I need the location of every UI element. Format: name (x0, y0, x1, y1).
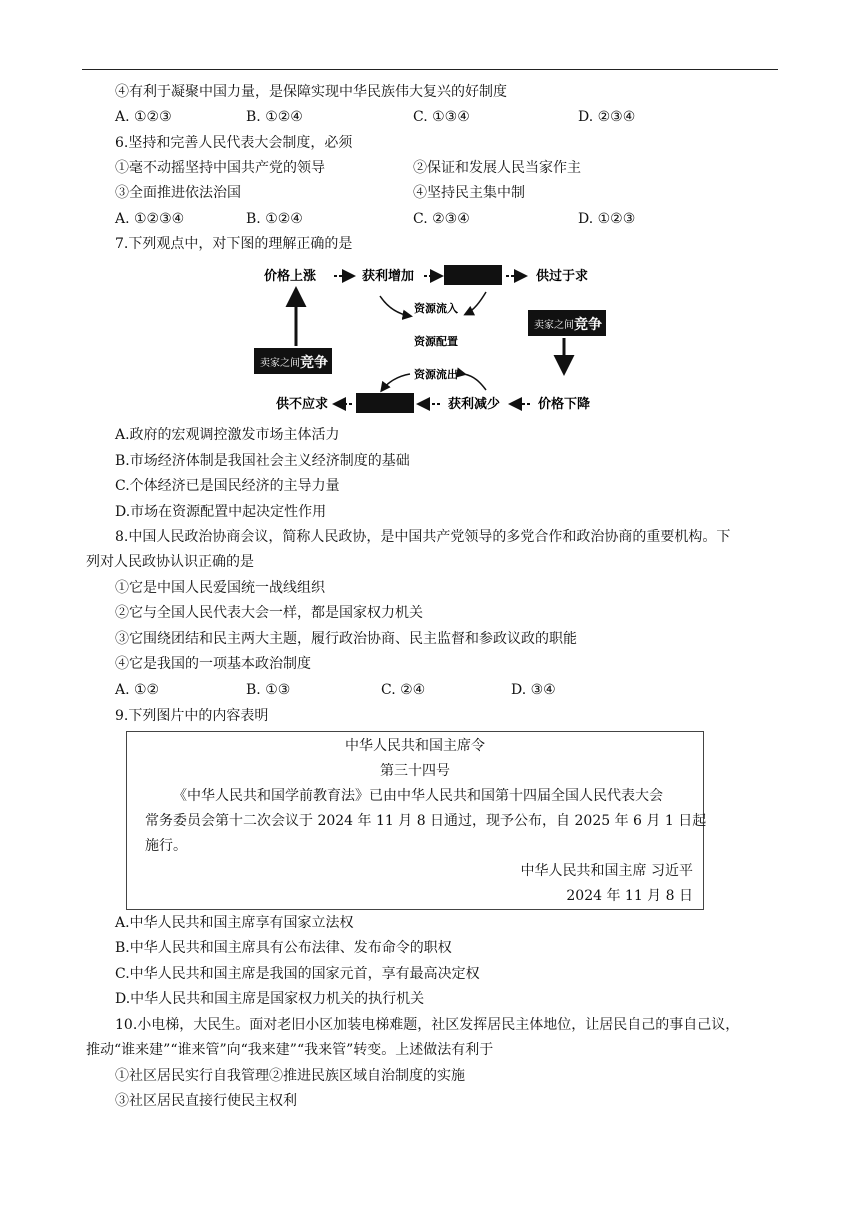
right-competition-prefix: 卖家之间 (534, 320, 574, 331)
q9-option-c: C.中华人民共和国主席是我国的国家元首，享有最高决定权 (115, 966, 480, 982)
q8-item-1: ①它是中国人民爱国统一战线组织 (115, 580, 325, 596)
arrow (380, 296, 410, 316)
q5-option-a: A. ①②③ (115, 109, 172, 125)
profit-down-label: 获利减少 (448, 397, 501, 412)
q9-option-b: B.中华人民共和国主席具有公布法律、发布命令的职权 (115, 940, 452, 956)
q8-option-a: A. ①② (115, 682, 160, 698)
market-mechanism-diagram (248, 258, 616, 420)
q9-option-d: D.中华人民共和国主席是国家权力机关的执行机关 (115, 991, 425, 1007)
q5-option-d: D. ②③④ (578, 109, 636, 125)
q9-stem: 9.下列图片中的内容表明 (115, 708, 269, 724)
blacked-out-box (356, 393, 414, 413)
order-signer: 中华人民共和国主席 习近平 (520, 863, 693, 879)
q8-option-b: B. ①③ (246, 682, 291, 698)
supply-exceeds-label: 供过于求 (536, 269, 589, 284)
q8-stem-line-1: 8.中国人民政治协商会议，简称人民政协，是中国共产党领导的多党合作和政治协商的重要机构。下 (115, 529, 731, 545)
q8-item-2: ②它与全国人民代表大会一样，都是国家权力机关 (115, 605, 423, 621)
q10-stem-line-2: 推动“谁来建”“谁来管”向“我来建”“我来管”转变。上述做法有利于 (86, 1042, 494, 1058)
q7-option-a: A.政府的宏观调控激发市场主体活力 (115, 427, 340, 443)
q5-item-4: ④有利于凝聚中国力量，是保障实现中华民族伟大复兴的好制度 (115, 84, 507, 100)
order-date: 2024 年 11 月 8 日 (566, 888, 693, 904)
q8-item-3: ③它围绕团结和民主两大主题，履行政治协商、民主监督和参政议政的职能 (115, 631, 577, 647)
q9-option-a: A.中华人民共和国主席享有国家立法权 (115, 915, 354, 931)
q7-option-c: C.个体经济已是国民经济的主导力量 (115, 478, 340, 494)
q8-option-d: D. ③④ (511, 682, 556, 698)
presidential-order-box (126, 731, 707, 910)
left-competition-word: 竞争 (300, 355, 328, 371)
q6-item-2: ②保证和发展人民当家作主 (413, 160, 581, 176)
q6-item-3: ③全面推进依法治国 (115, 185, 241, 201)
q5-option-c: C. ①③④ (413, 109, 470, 125)
q10-item-1: ①社区居民实行自我管理②推进民族区域自治制度的实施 (115, 1068, 465, 1084)
order-number: 第三十四号 (380, 763, 450, 779)
q8-stem-line-2: 列对人民政协认识正确的是 (86, 554, 254, 570)
q6-stem: 6.坚持和完善人民代表大会制度，必须 (115, 135, 353, 151)
right-competition-word: 竞争 (574, 317, 602, 333)
left-competition-prefix: 卖家之间 (260, 358, 300, 369)
order-body-line-2: 常务委员会第十二次会议于 2024 年 11 月 8 日通过，现予公布，自 2025 年 6 月 1 日起 (145, 813, 707, 829)
q6-item-4: ④坚持民主集中制 (413, 185, 525, 201)
q10-item-3: ③社区居民直接行使民主权利 (115, 1093, 297, 1109)
order-body-line-3: 施行。 (145, 838, 187, 854)
q7-stem: 7.下列观点中，对下图的理解正确的是 (115, 236, 353, 252)
resource-out-label: 资源流出 (414, 368, 458, 381)
q6-option-b: B. ①②④ (246, 211, 303, 227)
q7-option-d: D.市场在资源配置中起决定性作用 (115, 504, 327, 520)
q6-item-1: ①毫不动摇坚持中国共产党的领导 (115, 160, 325, 176)
order-body-line-1: 《中华人民共和国学前教育法》已由中华人民共和国第十四届全国人民代表大会 (173, 788, 663, 804)
q7-option-b: B.市场经济体制是我国社会主义经济制度的基础 (115, 453, 410, 469)
q6-option-c: C. ②③④ (413, 211, 470, 227)
q6-option-d: D. ①②③ (578, 211, 636, 227)
order-title: 中华人民共和国主席令 (345, 738, 485, 754)
resource-in-label: 资源流入 (414, 302, 458, 315)
q8-option-c: C. ②④ (381, 682, 426, 698)
profit-up-label: 获利增加 (362, 269, 415, 284)
q8-item-4: ④它是我国的一项基本政治制度 (115, 656, 311, 672)
q5-option-b: B. ①②④ (246, 109, 303, 125)
q6-option-a: A. ①②③④ (115, 211, 185, 227)
resource-allocation-label: 资源配置 (414, 335, 458, 348)
price-up-label: 价格上涨 (264, 269, 317, 284)
shortage-label: 供不应求 (276, 397, 329, 412)
blacked-out-box (444, 265, 502, 285)
header-rule (82, 69, 778, 70)
q10-stem-line-1: 10.小电梯，大民生。面对老旧小区加装电梯难题，社区发挥居民主体地位，让居民自己的事自己议， (115, 1017, 740, 1033)
arrow (464, 374, 486, 390)
arrow (382, 374, 410, 390)
arrow (466, 292, 486, 314)
price-down-label: 价格下降 (538, 397, 591, 412)
